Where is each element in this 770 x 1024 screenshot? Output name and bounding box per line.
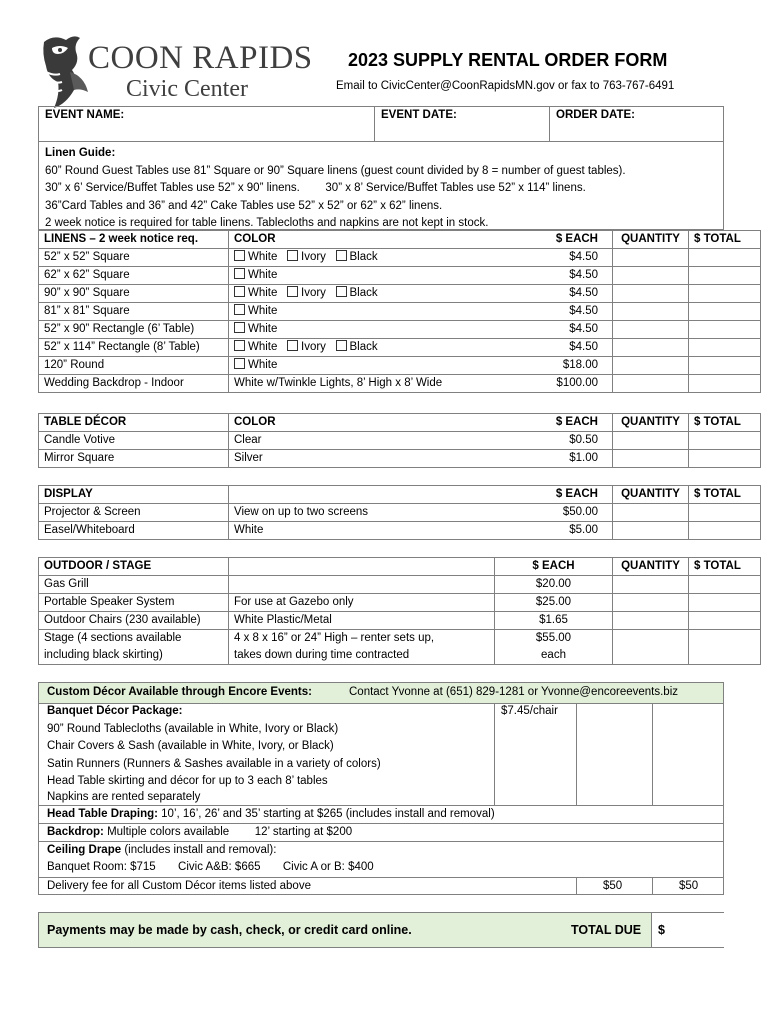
linen-guide-line: 2 week notice is required for table linens. Tablecloths and napkins are not kept in stock. [45,217,489,229]
table-decor-heading: TABLE DÉCOR [39,414,229,432]
total-cell[interactable] [689,339,761,357]
order-date-field[interactable] [550,107,723,141]
color-label: Ivory [301,251,326,263]
event-info-box [38,106,724,142]
ceiling-label: Ceiling Drape [47,844,122,856]
color-label: Ivory [301,341,326,353]
item-price: $18.00 [495,357,613,375]
total-cell[interactable] [689,375,761,393]
table-row [39,357,761,375]
table-row [39,576,761,594]
item-note: takes down during time contracted [229,647,495,665]
table-header-row [39,414,761,432]
quantity-header: QUANTITY [613,558,689,576]
item-name: 120” Round [39,357,229,375]
item-name: Mirror Square [39,450,229,468]
item-price: $5.00 [495,522,613,540]
color-label: White [248,251,278,263]
backdrop-label: Backdrop: [47,826,104,838]
quantity-cell[interactable] [613,432,689,450]
quantity-cell[interactable] [613,450,689,468]
color-options [229,267,495,285]
quantity-cell[interactable] [613,612,689,630]
linens-heading: LINENS – 2 week notice req. [39,231,229,249]
item-name: Gas Grill [39,576,229,594]
item-name: Projector & Screen [39,504,229,522]
banquet-item: 90” Round Tablecloths (available in White, Ivory or Black) [47,722,339,735]
linen-guide [38,142,724,230]
item-name: Candle Votive [39,432,229,450]
item-price: $55.00 [495,630,613,648]
payment-bar [38,912,724,948]
quantity-cell[interactable] [613,285,689,303]
logo-line-2: Civic Center [126,76,248,102]
item-name: Portable Speaker System [39,594,229,612]
color-options [229,339,495,357]
head-table-text: 10’, 16’, 26’ and 35’ starting at $265 (includes install and removal) [157,808,495,820]
item-color: White [229,522,495,540]
color-options [229,357,495,375]
quantity-cell[interactable] [613,647,689,665]
banquet-item: Napkins are rented separately [47,791,201,803]
color-options [229,321,495,339]
black-checkbox[interactable] [336,340,347,351]
item-color: Silver [229,450,495,468]
item-color: Clear [229,432,495,450]
item-note [229,576,495,594]
head-table-draping [47,806,495,824]
delivery-fee-price: $50 [603,880,623,892]
table-row [39,594,761,612]
divider [576,703,577,806]
total-header: $ TOTAL [689,414,761,432]
total-cell[interactable] [689,303,761,321]
divider [494,703,495,806]
item-price: $4.50 [495,285,613,303]
quantity-header: QUANTITY [613,486,689,504]
color-label: White [248,323,278,335]
total-due-label: TOTAL DUE [571,923,642,937]
white-checkbox[interactable] [234,322,245,333]
total-cell[interactable] [689,594,761,612]
quantity-cell[interactable] [613,267,689,285]
total-cell[interactable] [689,630,761,648]
item-name: Stage (4 sections available [39,630,229,648]
item-name: including black skirting) [39,647,229,665]
color-label: White [248,269,278,281]
delivery-fee-total: $50 [679,880,699,892]
table-row [39,450,761,468]
each-header: $ EACH [495,231,613,249]
item-price: $4.50 [495,303,613,321]
event-name-label: EVENT NAME: [45,109,125,121]
backdrop-info [47,824,352,842]
color-label: Black [349,287,378,299]
color-label: White [248,359,278,371]
total-cell[interactable] [689,321,761,339]
event-date-label: EVENT DATE: [381,109,457,121]
divider [576,877,577,895]
white-checkbox[interactable] [234,340,245,351]
item-name: Outdoor Chairs (230 available) [39,612,229,630]
item-note: White Plastic/Metal [229,612,495,630]
divider [652,877,653,895]
table-row [39,321,761,339]
color-label: Black [349,341,378,353]
item-price: $4.50 [495,267,613,285]
table-row [39,303,761,321]
quantity-cell[interactable] [613,594,689,612]
order-date-label: ORDER DATE: [556,109,636,121]
table-row [39,375,761,393]
raccoon-logo-icon [40,32,92,110]
item-name: 52” x 114” Rectangle (8’ Table) [39,339,229,357]
item-price: $25.00 [495,594,613,612]
empty-cell [229,486,495,504]
total-cell[interactable] [689,504,761,522]
custom-decor-section [38,682,724,895]
item-name: 62” x 62” Square [39,267,229,285]
total-header: $ TOTAL [689,486,761,504]
banquet-package-title: Banquet Décor Package: [47,705,183,717]
color-options [229,285,495,303]
white-checkbox[interactable] [234,268,245,279]
outdoor-heading: OUTDOOR / STAGE [39,558,229,576]
quantity-cell[interactable] [613,249,689,267]
item-note: 4 x 8 x 16” or 24” High – renter sets up, [229,630,495,648]
each-header: $ EACH [495,558,613,576]
quantity-cell[interactable] [613,375,689,393]
coon-rapids-logo [40,30,313,110]
item-price: each [495,647,613,665]
banquet-item: Satin Runners (Runners & Sashes available in a variety of colors) [47,757,381,770]
quantity-cell[interactable] [613,576,689,594]
black-checkbox[interactable] [336,286,347,297]
delivery-fee-text: Delivery fee for all Custom Décor items listed above [47,880,311,892]
email-instructions: Email to CivicCenter@CoonRapidsMN.gov or fax to 763-767-6491 [336,80,675,92]
item-price: $0.50 [495,432,613,450]
outdoor-stage-table [38,557,761,665]
black-checkbox[interactable] [336,250,347,261]
item-name: 90” x 90” Square [39,285,229,303]
color-options [229,249,495,267]
backdrop-text: Multiple colors available 12’ starting at $200 [103,826,353,838]
color-label: White [248,341,278,353]
item-price: $50.00 [495,504,613,522]
table-header-row [39,558,761,576]
event-date-field[interactable] [375,107,550,141]
total-cell[interactable] [689,357,761,375]
each-header: $ EACH [495,486,613,504]
table-row [39,522,761,540]
banquet-item: Head Table skirting and décor for up to 3 each 8’ tables [47,775,328,787]
color-header: COLOR [229,231,495,249]
ceiling-text: (includes install and removal): [121,844,277,856]
item-price: $4.50 [495,321,613,339]
color-options [229,303,495,321]
total-cell[interactable] [689,267,761,285]
quantity-header: QUANTITY [613,231,689,249]
display-heading: DISPLAY [39,486,229,504]
table-row [39,285,761,303]
item-color: White w/Twinkle Lights, 8’ High x 8’ Wide [229,375,495,393]
item-price: $4.50 [495,339,613,357]
item-name: 81” x 81” Square [39,303,229,321]
ivory-checkbox[interactable] [287,340,298,351]
table-header-row [39,486,761,504]
display-table [38,485,761,540]
total-cell[interactable] [689,450,761,468]
item-name: Easel/Whiteboard [39,522,229,540]
custom-decor-heading: Custom Décor Available through Encore Events: [47,686,312,698]
table-row [39,647,761,665]
ivory-checkbox[interactable] [287,250,298,261]
ceiling-drape-info [47,842,276,860]
white-checkbox[interactable] [234,304,245,315]
color-label: Black [349,251,378,263]
quantity-cell[interactable] [613,357,689,375]
total-header: $ TOTAL [689,558,761,576]
table-row [39,432,761,450]
quantity-cell[interactable] [613,321,689,339]
head-table-label: Head Table Draping: [47,808,158,820]
table-row [39,630,761,648]
color-label: White [248,305,278,317]
total-cell[interactable] [689,647,761,665]
linen-guide-line: 30” x 6’ Service/Buffet Tables use 52” x 90” linens. 30” x 8’ Service/Buffet Tables use 52” x 114” linens. [45,182,586,194]
white-checkbox[interactable] [234,286,245,297]
item-note: For use at Gazebo only [229,594,495,612]
event-name-field[interactable] [39,107,375,141]
color-header: COLOR [229,414,495,432]
linen-guide-line: 60” Round Guest Tables use 81” Square or 90” Square linens (guest count divided by 8 = number of guest tables). [45,164,626,177]
linen-guide-line: 36”Card Tables and 36” and 42” Cake Tables use 52” x 52” or 62” x 62” linens. [45,199,443,212]
form-title: 2023 SUPPLY RENTAL ORDER FORM [348,50,668,70]
logo-line-1: COON RAPIDS [88,40,313,76]
total-header: $ TOTAL [689,231,761,249]
quantity-header: QUANTITY [613,414,689,432]
total-cell[interactable] [689,522,761,540]
color-label: White [248,287,278,299]
quantity-cell[interactable] [613,504,689,522]
table-row [39,249,761,267]
total-due-value: $ [658,923,665,937]
table-row [39,504,761,522]
item-price: $1.00 [495,450,613,468]
table-row [39,339,761,357]
total-due-field[interactable] [651,913,724,947]
linens-grid [38,230,761,393]
quantity-cell[interactable] [613,303,689,321]
item-price: $100.00 [495,375,613,393]
total-cell[interactable] [689,285,761,303]
total-cell[interactable] [689,432,761,450]
empty-cell [229,558,495,576]
item-name: 52” x 90” Rectangle (6’ Table) [39,321,229,339]
item-name: 52” x 52” Square [39,249,229,267]
banquet-price: $7.45/chair [501,705,558,717]
encore-contact: Contact Yvonne at (651) 829-1281 or Yvonne@encoreevents.biz [349,686,679,698]
total-cell[interactable] [689,612,761,630]
white-checkbox[interactable] [234,250,245,261]
white-checkbox[interactable] [234,358,245,369]
item-price: $1.65 [495,612,613,630]
table-header-row [39,231,761,249]
total-cell[interactable] [689,249,761,267]
each-header: $ EACH [495,414,613,432]
banquet-item: Chair Covers & Sash (available in White, Ivory, or Black) [47,740,334,752]
item-name: Wedding Backdrop - Indoor [39,375,229,393]
quantity-cell[interactable] [613,630,689,648]
total-cell[interactable] [689,576,761,594]
divider [652,703,653,806]
quantity-cell[interactable] [613,522,689,540]
table-row [39,612,761,630]
item-price: $4.50 [495,249,613,267]
table-decor-table [38,413,761,468]
item-price: $20.00 [495,576,613,594]
ceiling-drape-prices: Banquet Room: $715 Civic A&B: $665 Civic A or B: $400 [47,861,374,873]
table-row [39,267,761,285]
item-color: View on up to two screens [229,504,495,522]
quantity-cell[interactable] [613,339,689,357]
color-label: Ivory [301,287,326,299]
linen-guide-title: Linen Guide: [45,147,116,159]
payment-text: Payments may be made by cash, check, or credit card online. [47,923,412,937]
ivory-checkbox[interactable] [287,286,298,297]
